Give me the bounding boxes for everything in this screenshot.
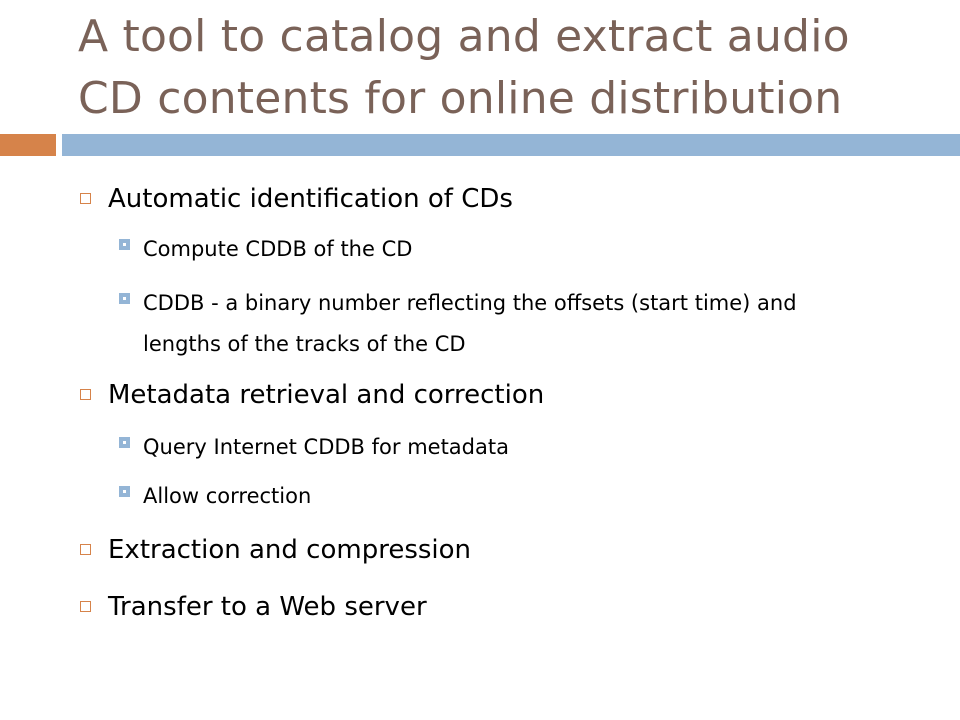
filled-square-bullet-icon xyxy=(119,486,130,497)
slide-title-line-2: CD contents for online distribution xyxy=(78,73,843,124)
filled-square-bullet-icon xyxy=(119,293,130,304)
subbullet-text: CDDB - a binary number reflecting the offsets (start time) and lengths of the tracks of the CD xyxy=(143,291,797,356)
square-bullet-icon xyxy=(80,389,91,400)
bullet-text: Automatic identification of CDs xyxy=(108,184,513,214)
subbullet-text: Compute CDDB of the CD xyxy=(143,237,413,261)
square-bullet-icon xyxy=(80,601,91,612)
filled-square-bullet-icon xyxy=(119,437,130,448)
square-bullet-icon xyxy=(80,544,91,555)
subbullet-text: Query Internet CDDB for metadata xyxy=(143,435,509,459)
bullet-text: Extraction and compression xyxy=(108,535,472,565)
slide-title-line-1: A tool to catalog and extract audio xyxy=(78,11,850,62)
bullet-text: Metadata retrieval and correction xyxy=(108,380,545,410)
subbullet-text: Allow correction xyxy=(143,484,312,508)
filled-square-bullet-icon xyxy=(119,239,130,250)
bullet-text: Transfer to a Web server xyxy=(108,592,427,622)
square-bullet-icon xyxy=(80,193,91,204)
